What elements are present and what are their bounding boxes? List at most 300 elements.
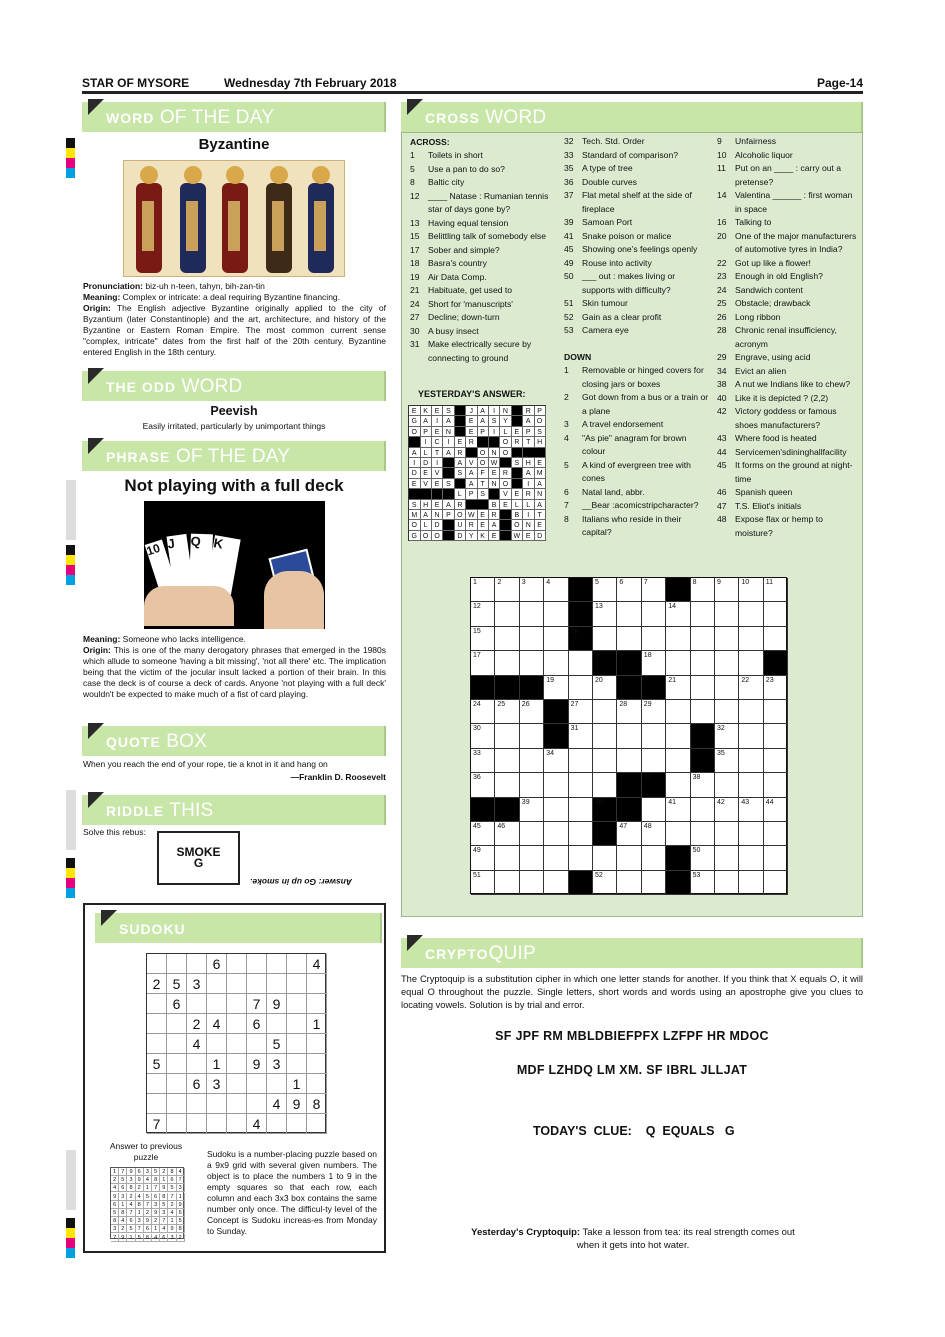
crossword-cell[interactable]: 21 [666, 676, 690, 700]
crossword-cell[interactable]: 8 [691, 578, 715, 602]
sudoku-cell[interactable] [307, 1034, 327, 1054]
sudoku-cell[interactable] [287, 954, 307, 974]
crossword-cell[interactable] [764, 602, 788, 626]
yesterday-cell: O [500, 479, 512, 489]
sudoku-cell: 3 [144, 1168, 152, 1176]
yesterday-cell: E [489, 531, 501, 541]
crossword-cell[interactable] [739, 822, 763, 846]
crossword-cell[interactable]: 13 [593, 602, 617, 626]
sudoku-cell[interactable]: 3 [267, 1054, 287, 1074]
crossword-cell[interactable] [544, 773, 568, 797]
crossword-cell[interactable] [495, 602, 519, 626]
yesterday-cell: E [466, 427, 478, 437]
sudoku-cell[interactable]: 1 [307, 1014, 327, 1034]
yesterday-cell: A [534, 479, 546, 489]
crossword-cell[interactable] [520, 846, 544, 870]
crossword-cell[interactable]: 12 [471, 602, 495, 626]
word-of-day-title: Byzantine [198, 136, 270, 153]
crossword-cell[interactable]: 1 [471, 578, 495, 602]
crossword-cell[interactable] [764, 700, 788, 724]
crossword-cell[interactable] [691, 651, 715, 675]
yesterday-cell [534, 448, 546, 458]
crossword-cell[interactable] [544, 822, 568, 846]
crossword-cell[interactable] [569, 798, 593, 822]
crossword-cell[interactable] [715, 651, 739, 675]
crossword-cell[interactable]: 34 [544, 749, 568, 773]
crossword-cell[interactable] [764, 627, 788, 651]
crossword-cell[interactable] [691, 676, 715, 700]
crossword-cell[interactable]: 9 [715, 578, 739, 602]
sudoku-cell[interactable]: 4 [307, 954, 327, 974]
crossword-cell[interactable]: 4 [544, 578, 568, 602]
sudoku-cell[interactable] [147, 1014, 167, 1034]
crossword-cell[interactable] [544, 871, 568, 895]
yesterday-cell: E [432, 427, 444, 437]
crossword-cell[interactable] [691, 700, 715, 724]
sudoku-cell[interactable] [307, 994, 327, 1014]
sudoku-cell: 1 [152, 1225, 160, 1233]
crossword-cell[interactable] [764, 773, 788, 797]
crossword-cell[interactable]: 35 [715, 749, 739, 773]
crossword-cell[interactable] [691, 602, 715, 626]
crossword-cell[interactable] [642, 798, 666, 822]
crossword-cell[interactable]: 10 [739, 578, 763, 602]
crossword-cell[interactable] [520, 651, 544, 675]
crossword-cell[interactable]: 25 [495, 700, 519, 724]
crossword-cell[interactable] [691, 627, 715, 651]
crossword-cell[interactable]: 46 [495, 822, 519, 846]
crossword-cell[interactable] [764, 749, 788, 773]
yesterday-cell: V [466, 458, 478, 468]
crossword-cell[interactable]: 45 [471, 822, 495, 846]
crossword-cell[interactable] [666, 724, 690, 748]
crossword-cell[interactable] [715, 700, 739, 724]
crossword-cell[interactable] [495, 846, 519, 870]
sudoku-cell[interactable]: 6 [247, 1014, 267, 1034]
sudoku-cell[interactable] [267, 954, 287, 974]
crossword-cell[interactable] [617, 871, 641, 895]
crossword-cell[interactable] [495, 724, 519, 748]
crossword-cell[interactable] [642, 871, 666, 895]
sudoku-cell[interactable]: 2 [147, 974, 167, 994]
sudoku-cell[interactable] [307, 1054, 327, 1074]
sudoku-cell[interactable] [267, 1074, 287, 1094]
sudoku-cell[interactable]: 4 [267, 1094, 287, 1114]
crossword-cell[interactable] [569, 676, 593, 700]
yesterday-cell: I [523, 510, 535, 520]
sudoku-cell[interactable] [287, 1054, 307, 1074]
yesterday-cell: O [455, 510, 467, 520]
crossword-cell[interactable] [495, 773, 519, 797]
sudoku-cell[interactable] [207, 994, 227, 1014]
sudoku-cell[interactable] [307, 1074, 327, 1094]
sudoku-cell[interactable] [227, 1114, 247, 1134]
crossword-cell[interactable]: 36 [471, 773, 495, 797]
yesterday-cell: W [512, 531, 524, 541]
clue: 20 One of the major manufacturers of automotive tyres in India? [717, 230, 857, 254]
crossword-cell[interactable] [642, 724, 666, 748]
crossword-cell[interactable] [520, 602, 544, 626]
crossword-cell[interactable]: 23 [764, 676, 788, 700]
crossword-cell[interactable] [593, 749, 617, 773]
sudoku-cell[interactable] [187, 954, 207, 974]
odd-word-title: Peevish [210, 404, 258, 418]
sudoku-cell[interactable]: 6 [167, 994, 187, 1014]
sudoku-cell[interactable] [287, 974, 307, 994]
crossword-cell[interactable] [544, 798, 568, 822]
sudoku-cell[interactable] [187, 1114, 207, 1134]
crossword-cell[interactable] [739, 846, 763, 870]
sudoku-cell[interactable] [227, 1054, 247, 1074]
crossword-cell[interactable] [569, 846, 593, 870]
crossword-cell[interactable]: 39 [520, 798, 544, 822]
crossword-cell[interactable] [495, 651, 519, 675]
sudoku-cell[interactable] [207, 1034, 227, 1054]
yesterday-cell: K [420, 406, 432, 416]
crossword-cell[interactable] [715, 773, 739, 797]
crossword-cell[interactable] [642, 602, 666, 626]
sudoku-cell: 9 [119, 1234, 127, 1242]
crossword-cell[interactable] [691, 798, 715, 822]
sudoku-cell: 1 [111, 1168, 119, 1176]
crossword-cell[interactable] [495, 749, 519, 773]
yesterday-cell [443, 489, 455, 499]
yesterday-cell: D [432, 520, 444, 530]
crossword-cell[interactable] [739, 627, 763, 651]
yesterday-cell: R [523, 489, 535, 499]
crossword-cell[interactable] [593, 724, 617, 748]
crossword-cell[interactable] [715, 871, 739, 895]
clue: 16 Talking to [717, 217, 772, 227]
sudoku-cell[interactable] [227, 994, 247, 1014]
sudoku-cell[interactable] [187, 1094, 207, 1114]
crossword-cell[interactable] [495, 627, 519, 651]
crossword-header: CROSS WORD [401, 102, 863, 132]
crossword-cell[interactable] [666, 822, 690, 846]
crossword-cell[interactable] [593, 627, 617, 651]
sudoku-cell: 1 [119, 1201, 127, 1209]
crossword-cell[interactable] [739, 651, 763, 675]
crossword-cell[interactable]: 18 [642, 651, 666, 675]
crossword-cell[interactable]: 48 [642, 822, 666, 846]
sudoku-cell[interactable] [207, 1114, 227, 1134]
crossword-cell[interactable] [642, 627, 666, 651]
yesterday-cell: O [420, 531, 432, 541]
crossword-cell[interactable]: 28 [617, 700, 641, 724]
yesterday-cell [523, 448, 535, 458]
crossword-cell[interactable]: 26 [520, 700, 544, 724]
crossword-cell[interactable] [691, 822, 715, 846]
clue: 50 ___ out : makes living or supports with difficulty? [564, 271, 676, 295]
yesterday-cell: A [409, 448, 421, 458]
crossword-cell[interactable]: 11 [764, 578, 788, 602]
crossword-cell[interactable] [642, 846, 666, 870]
sudoku-cell[interactable] [167, 1074, 187, 1094]
crossword-cell[interactable] [715, 627, 739, 651]
crossword-cell[interactable]: 53 [691, 871, 715, 895]
yesterday-cell: A [455, 458, 467, 468]
sudoku-cell: 2 [144, 1209, 152, 1217]
sudoku-cell[interactable] [227, 1034, 247, 1054]
yesterday-cell [477, 500, 489, 510]
color-bar [66, 1218, 75, 1258]
sudoku-cell[interactable] [187, 994, 207, 1014]
yesterday-cell: A [420, 510, 432, 520]
sudoku-cell[interactable] [147, 954, 167, 974]
sudoku-cell[interactable]: 6 [187, 1074, 207, 1094]
sudoku-cell[interactable]: 2 [187, 1014, 207, 1034]
crossword-cell[interactable] [666, 773, 690, 797]
crossword-cell[interactable]: 47 [617, 822, 641, 846]
sudoku-cell[interactable] [227, 974, 247, 994]
yesterday-cell [500, 531, 512, 541]
crossword-cell[interactable]: 29 [642, 700, 666, 724]
sudoku-cell[interactable] [147, 994, 167, 1014]
sudoku-cell[interactable]: 3 [207, 1074, 227, 1094]
crossword-cell[interactable] [569, 749, 593, 773]
crossword-cell[interactable]: 6 [617, 578, 641, 602]
gutter-shade [66, 1150, 76, 1210]
crossword-cell[interactable] [666, 749, 690, 773]
sudoku-cell[interactable] [167, 1054, 187, 1074]
yesterday-cell: P [534, 406, 546, 416]
sudoku-cell[interactable] [167, 1014, 187, 1034]
crossword-cell[interactable] [739, 700, 763, 724]
odd-word-meaning: Easily irritated, particularly by unimportant things [142, 421, 326, 431]
crossword-cell[interactable] [520, 773, 544, 797]
clue: 46 Spanish queen [717, 487, 793, 497]
clue: 28 Chronic renal insufficiency, acronym [717, 325, 837, 349]
crossword-cell[interactable] [739, 724, 763, 748]
sudoku-cell[interactable] [187, 1054, 207, 1074]
crossword-cell[interactable] [617, 602, 641, 626]
sudoku-cell[interactable] [207, 1094, 227, 1114]
clue: 53 Camera eye [564, 325, 629, 335]
crossword-cell[interactable] [520, 627, 544, 651]
yesterday-cell: N [500, 406, 512, 416]
sudoku-header: SUDOKU [95, 913, 382, 943]
crossword-cell[interactable] [520, 749, 544, 773]
crossword-cell[interactable]: 2 [495, 578, 519, 602]
sudoku-cell[interactable] [227, 1074, 247, 1094]
sudoku-cell: 6 [127, 1217, 135, 1225]
crossword-cell[interactable]: 17 [471, 651, 495, 675]
yesterday-cell: W [466, 510, 478, 520]
sudoku-cell[interactable]: 4 [247, 1114, 267, 1134]
crossword-cell[interactable] [593, 773, 617, 797]
crossword-cell[interactable] [764, 822, 788, 846]
crossword-cell[interactable] [617, 749, 641, 773]
sudoku-cell[interactable] [267, 1014, 287, 1034]
crossword-grid[interactable] [470, 577, 787, 894]
crossword-cell[interactable]: 24 [471, 700, 495, 724]
crossword-cell[interactable]: 44 [764, 798, 788, 822]
sudoku-cell[interactable] [167, 1114, 187, 1134]
crossword-cell[interactable]: 30 [471, 724, 495, 748]
crossword-cell[interactable]: 33 [471, 749, 495, 773]
crossword-cell[interactable] [764, 871, 788, 895]
crossword-cell[interactable] [544, 627, 568, 651]
sudoku-cell[interactable] [227, 1094, 247, 1114]
crossword-cell[interactable] [715, 676, 739, 700]
sudoku-cell[interactable] [247, 954, 267, 974]
sudoku-cell[interactable] [307, 1114, 327, 1134]
crossword-cell[interactable] [569, 822, 593, 846]
yesterday-cell: B [489, 500, 501, 510]
sudoku-cell[interactable]: 5 [267, 1034, 287, 1054]
sudoku-cell[interactable] [227, 954, 247, 974]
byzantine-illustration [123, 160, 345, 277]
crossword-cell[interactable]: 20 [593, 676, 617, 700]
sudoku-cell[interactable] [287, 1034, 307, 1054]
yesterday-cell [489, 489, 501, 499]
sudoku-cell[interactable] [247, 974, 267, 994]
sudoku-cell[interactable] [167, 1034, 187, 1054]
sudoku-cell[interactable]: 5 [167, 974, 187, 994]
crossword-cell[interactable]: 51 [471, 871, 495, 895]
sudoku-cell[interactable]: 3 [187, 974, 207, 994]
clue: 19 Air Data Comp. [410, 271, 487, 282]
crossword-cell[interactable]: 32 [715, 724, 739, 748]
sudoku-cell[interactable]: 1 [207, 1054, 227, 1074]
sudoku-cell[interactable] [227, 1014, 247, 1034]
sudoku-cell: 2 [168, 1201, 176, 1209]
sudoku-cell[interactable] [167, 954, 187, 974]
clue: 32 Tech. Std. Order [564, 136, 645, 146]
crossword-cell[interactable] [617, 846, 641, 870]
crossword-cell[interactable] [739, 749, 763, 773]
crossword-cell[interactable] [520, 871, 544, 895]
crossword-cell[interactable] [495, 871, 519, 895]
crossword-cell[interactable]: 3 [520, 578, 544, 602]
crossword-cell[interactable] [739, 773, 763, 797]
yesterday-cell [512, 448, 524, 458]
crossword-cell[interactable] [715, 846, 739, 870]
sudoku-cell[interactable] [167, 1094, 187, 1114]
crossword-cell[interactable] [666, 627, 690, 651]
crossword-cell [569, 578, 593, 602]
sudoku-cell: 1 [136, 1209, 144, 1217]
yesterday-cell: R [455, 500, 467, 510]
yesterday-cell: O [477, 448, 489, 458]
crossword-cell[interactable]: 5 [593, 578, 617, 602]
yesterday-cell: P [420, 427, 432, 437]
yesterday-cell: H [534, 437, 546, 447]
sudoku-cell[interactable] [287, 1114, 307, 1134]
cryptoquip-line-1: SF JPF RM MBLDBIEFPFX LZFPF HR MDOC [495, 1029, 769, 1043]
sudoku-cell[interactable] [207, 974, 227, 994]
sudoku-cell[interactable] [307, 974, 327, 994]
sudoku-grid[interactable] [146, 953, 326, 1133]
crossword-cell[interactable]: 31 [569, 724, 593, 748]
crossword-cell[interactable] [764, 724, 788, 748]
crossword-cell[interactable]: 42 [715, 798, 739, 822]
sudoku-cell: 6 [111, 1201, 119, 1209]
crossword-cell[interactable] [666, 700, 690, 724]
sudoku-cell[interactable]: 9 [287, 1094, 307, 1114]
across-label: ACROSS: [410, 137, 450, 147]
crossword-cell[interactable] [520, 724, 544, 748]
yesterday-cell: V [500, 489, 512, 499]
crossword-cell[interactable] [739, 602, 763, 626]
sudoku-cell: 7 [119, 1168, 127, 1176]
sudoku-cell[interactable] [287, 994, 307, 1014]
sudoku-cell[interactable]: 1 [287, 1074, 307, 1094]
sudoku-cell[interactable]: 9 [247, 1054, 267, 1074]
crossword-cell[interactable]: 50 [691, 846, 715, 870]
sudoku-cell: 1 [127, 1234, 135, 1242]
crossword-cell[interactable]: 22 [739, 676, 763, 700]
crossword-cell[interactable] [544, 651, 568, 675]
crossword-cell[interactable] [544, 602, 568, 626]
sudoku-cell[interactable]: 9 [267, 994, 287, 1014]
crossword-cell[interactable]: 27 [569, 700, 593, 724]
crossword-cell[interactable]: 7 [642, 578, 666, 602]
sudoku-cell[interactable]: 7 [147, 1114, 167, 1134]
crossword-cell[interactable]: 43 [739, 798, 763, 822]
sudoku-cell[interactable] [147, 1074, 167, 1094]
crossword-cell[interactable] [739, 871, 763, 895]
masthead [82, 72, 863, 94]
crossword-cell[interactable] [544, 846, 568, 870]
crossword-cell[interactable] [520, 822, 544, 846]
crossword-cell[interactable]: 52 [593, 871, 617, 895]
sudoku-cell[interactable] [247, 1034, 267, 1054]
sudoku-cell: 7 [152, 1184, 160, 1192]
sudoku-cell[interactable] [147, 1094, 167, 1114]
sudoku-cell[interactable]: 6 [207, 954, 227, 974]
crossword-cell[interactable]: 41 [666, 798, 690, 822]
sudoku-cell[interactable] [247, 1074, 267, 1094]
sudoku-cell: 6 [144, 1225, 152, 1233]
crossword-cell[interactable]: 38 [691, 773, 715, 797]
sudoku-cell[interactable] [247, 1094, 267, 1114]
sudoku-cell[interactable]: 7 [247, 994, 267, 1014]
crossword-cell[interactable] [715, 602, 739, 626]
sudoku-cell[interactable]: 5 [147, 1054, 167, 1074]
crossword-cell[interactable] [569, 651, 593, 675]
yesterday-grid [408, 405, 546, 541]
crossword-cell[interactable] [617, 627, 641, 651]
crossword-cell[interactable] [642, 749, 666, 773]
clue: 15 Belittling talk of somebody else [410, 231, 546, 241]
crossword-cell[interactable]: 14 [666, 602, 690, 626]
sudoku-cell[interactable] [267, 1114, 287, 1134]
yesterday-cell: O [477, 458, 489, 468]
crossword-cell[interactable] [617, 724, 641, 748]
crossword-cell[interactable] [593, 846, 617, 870]
crossword-cell[interactable] [666, 651, 690, 675]
yesterday-cell: O [534, 416, 546, 426]
crossword-cell[interactable]: 19 [544, 676, 568, 700]
crossword-cell[interactable] [764, 846, 788, 870]
sudoku-cell: 8 [127, 1184, 135, 1192]
crossword-cell[interactable] [569, 773, 593, 797]
yesterday-cell: P [477, 427, 489, 437]
sudoku-cell[interactable]: 8 [307, 1094, 327, 1114]
crossword-cell[interactable]: 49 [471, 846, 495, 870]
crossword-cell[interactable]: 15 [471, 627, 495, 651]
yesterday-cell [512, 416, 524, 426]
sudoku-cell[interactable] [267, 974, 287, 994]
sudoku-cell[interactable]: 4 [207, 1014, 227, 1034]
sudoku-cell[interactable]: 4 [187, 1034, 207, 1054]
sudoku-cell[interactable] [147, 1034, 167, 1054]
crossword-cell[interactable] [715, 822, 739, 846]
sudoku-cell[interactable] [287, 1014, 307, 1034]
clue: 3 A travel endorsement [564, 419, 664, 429]
crossword-cell[interactable] [593, 700, 617, 724]
